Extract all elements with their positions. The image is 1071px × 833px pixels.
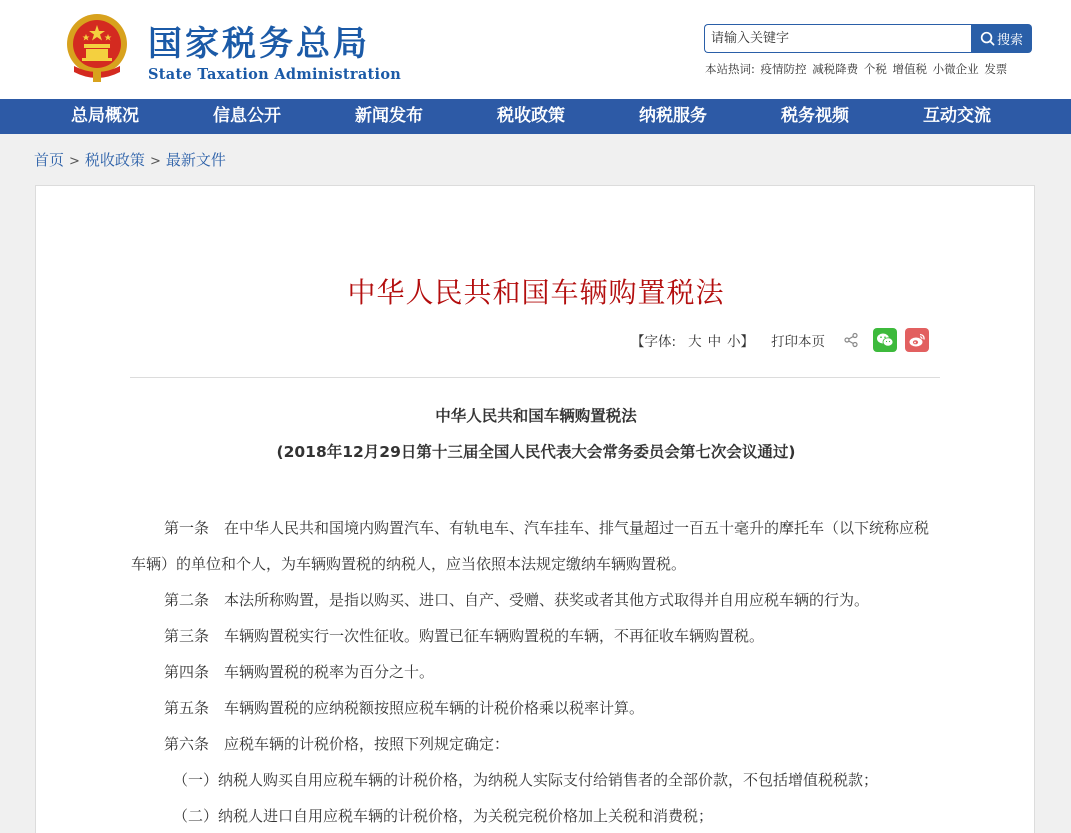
site-name[interactable]: 国家税务总局	[148, 24, 370, 64]
font-size-large[interactable]: 大	[688, 334, 702, 350]
article-paragraph: 第二条 本法所称购置，是指以购买、进口、自产、受赠、获奖或者其他方式取得并自用应税车辆的行为。	[164, 591, 870, 609]
print-page-link[interactable]: 打印本页	[771, 334, 826, 350]
title-divider	[130, 377, 940, 378]
breadcrumb	[34, 149, 226, 170]
font-size-medium[interactable]: 中	[707, 334, 722, 350]
nav-item-overview[interactable]: 总局概况	[71, 106, 139, 126]
nav-item-tax-service[interactable]: 纳税服务	[639, 106, 707, 126]
font-size-label: 【字体:	[631, 334, 677, 350]
search-icon	[980, 31, 995, 46]
document-subheading: (2018年12月29日第十三届全国人民代表大会常务委员会第七次会议通过)	[276, 443, 796, 461]
article-paragraph: 第六条 应税车辆的计税价格，按照下列规定确定：	[164, 735, 510, 753]
wechat-icon	[876, 332, 894, 348]
article-title: 中华人民共和国车辆购置税法	[347, 276, 725, 309]
article-panel	[35, 185, 1035, 833]
weibo-share-icon[interactable]	[905, 328, 929, 352]
nav-item-tax-video[interactable]: 税务视频	[781, 106, 849, 126]
wechat-share-icon[interactable]	[873, 328, 897, 352]
article-paragraph: 第四条 车辆购置税的税率为百分之十。	[164, 663, 435, 681]
breadcrumb-latest-docs[interactable]: 最新文件	[165, 151, 226, 169]
hot-words-label: 本站热词:	[705, 62, 755, 76]
article-paragraph: （二）纳税人进口自用应税车辆的计税价格，为关税完税价格加上关税和消费税；	[173, 807, 714, 825]
hot-word[interactable]: 疫情防控	[760, 62, 807, 76]
site-header	[0, 0, 1071, 99]
search-button[interactable]	[971, 24, 1032, 53]
national-emblem-icon[interactable]	[64, 12, 130, 84]
hot-word[interactable]: 个税	[863, 62, 887, 76]
article-body	[131, 510, 941, 833]
breadcrumb-separator: >	[149, 154, 161, 169]
article-paragraph: 第五条 车辆购置税的应纳税额按照应税车辆的计税价格乘以税率计算。	[164, 699, 645, 717]
search-input[interactable]: 请输入关键字	[704, 24, 972, 53]
hot-word[interactable]: 小微企业	[932, 62, 979, 76]
nav-item-tax-policy[interactable]: 税收政策	[497, 106, 565, 126]
font-size-small[interactable]: 小】	[727, 334, 755, 350]
hot-word[interactable]: 增值税	[892, 62, 927, 76]
breadcrumb-separator: >	[69, 154, 80, 169]
breadcrumb-home[interactable]: 首页	[34, 151, 65, 169]
nav-item-news[interactable]: 新闻发布	[355, 106, 423, 126]
hot-word[interactable]: 减税降费	[812, 62, 859, 76]
hot-words-bar	[705, 61, 1009, 77]
weibo-icon	[908, 332, 926, 348]
article-paragraph: （一）纳税人购买自用应税车辆的计税价格，为纳税人实际支付给销售者的全部价款，不包括增值税税款；	[173, 771, 879, 789]
main-nav	[0, 99, 1071, 134]
article-paragraph: 第三条 车辆购置税实行一次性征收。购置已征车辆购置税的车辆，不再征收车辆购置税。	[164, 627, 765, 645]
search-button-label: 搜索	[996, 33, 1023, 48]
site-name-english[interactable]: State Taxation Administration	[148, 66, 402, 83]
hot-word[interactable]: 发票	[984, 62, 1008, 76]
article-paragraph: 第一条 在中华人民共和国境内购置汽车、有轨电车、汽车挂车、排气量超过一百五十毫升的摩托车（以下统称应税车辆）的单位和个人，为车辆购置税的纳税人，应当依照本法规定缴纳车辆购置税。	[131, 519, 930, 573]
nav-item-info-disclosure[interactable]: 信息公开	[213, 106, 281, 126]
nav-item-interaction[interactable]: 互动交流	[923, 106, 991, 126]
breadcrumb-tax-policy[interactable]: 税收政策	[84, 151, 145, 169]
document-heading: 中华人民共和国车辆购置税法	[435, 407, 637, 425]
article-tools	[631, 328, 929, 352]
share-icon[interactable]	[843, 332, 859, 348]
